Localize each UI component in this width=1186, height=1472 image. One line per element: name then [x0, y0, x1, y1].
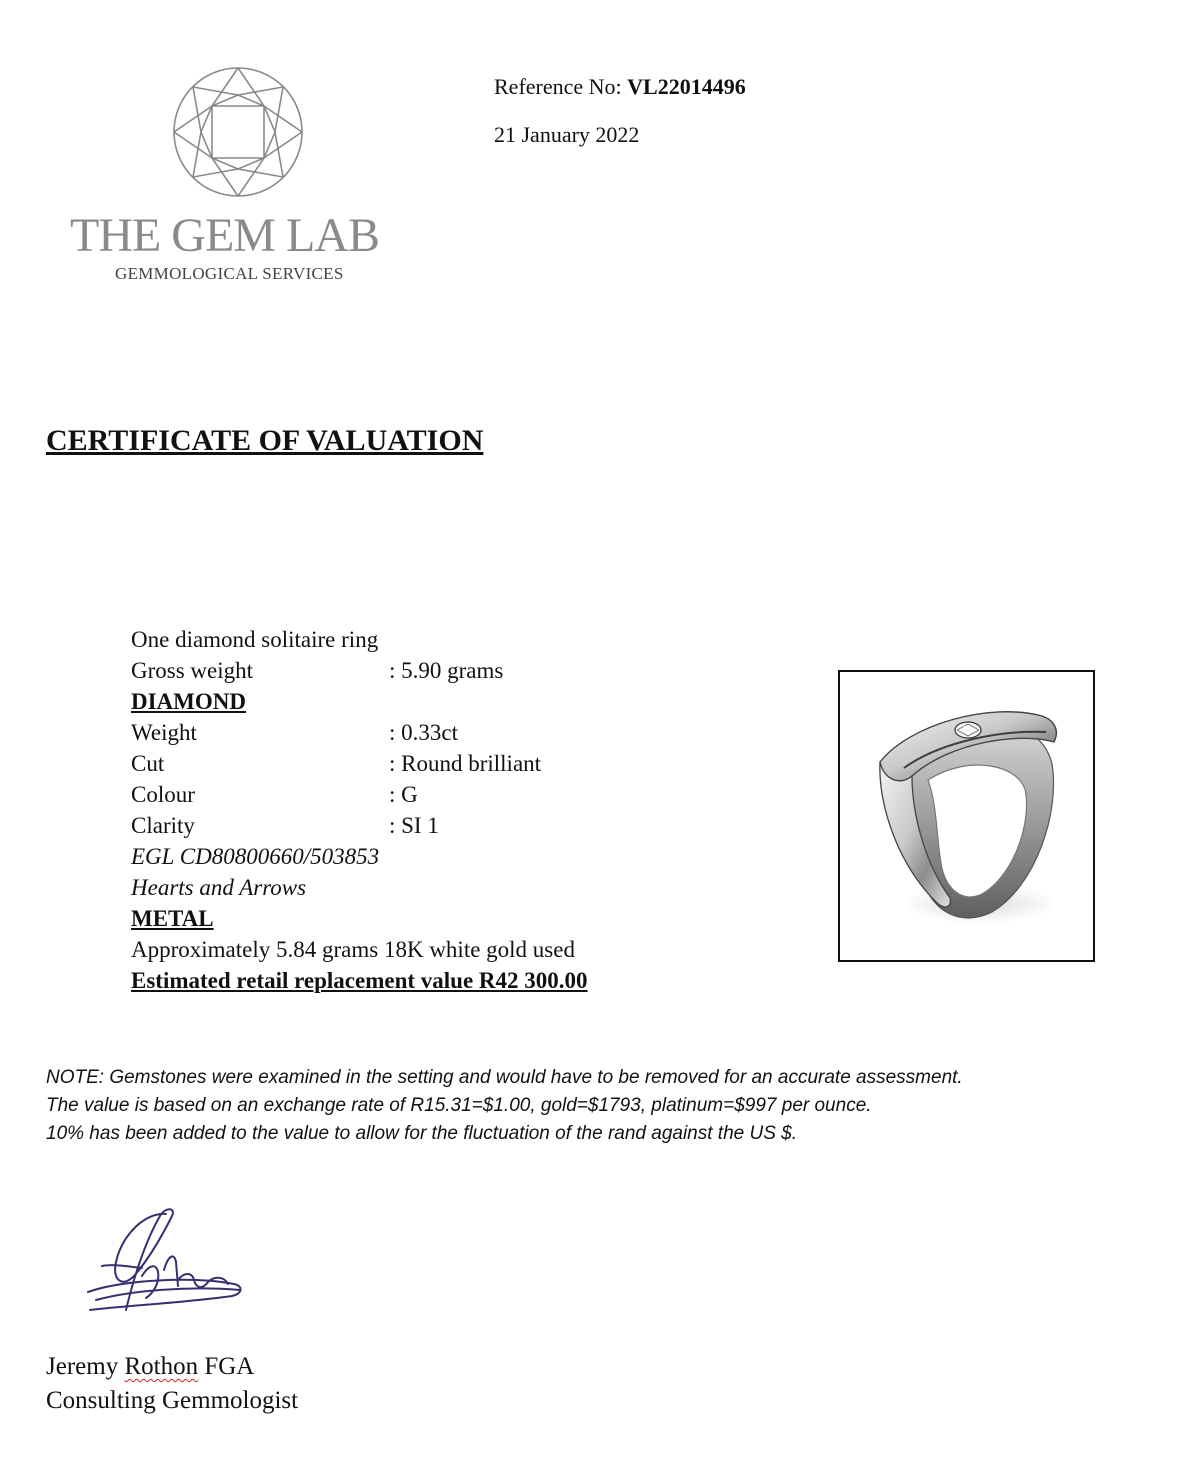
clarity-label: Clarity: [131, 813, 195, 838]
certificate-date: 21 January 2022: [494, 122, 640, 147]
weight-value: : 0.33ct: [389, 720, 458, 745]
ring-photo: [838, 670, 1095, 962]
valuation-amount: Estimated retail replacement value R42 300.00: [131, 968, 588, 993]
document-title: CERTIFICATE OF VALUATION: [46, 424, 484, 457]
colour-label: Colour: [131, 782, 195, 807]
note-line: NOTE: Gemstones were examined in the setting and would have to be removed for an accurate assessment.: [46, 1067, 963, 1088]
weight-label: Weight: [131, 720, 197, 745]
reference-label: Reference No:: [494, 74, 628, 99]
egl-reference: EGL CD80800660/503853: [131, 844, 380, 869]
diamond-heading: DIAMOND: [131, 689, 246, 714]
signatory-role: Consulting Gemmologist: [46, 1387, 299, 1414]
gross-weight-label: Gross weight: [131, 658, 254, 683]
weight-row: [131, 717, 588, 748]
item-description-block: [131, 624, 588, 996]
reference-number: [494, 74, 746, 100]
handwritten-signature: [82, 1206, 246, 1322]
company-name: THE GEM LAB: [70, 209, 379, 262]
ring-image-icon: [840, 672, 1093, 960]
metal-heading: METAL: [131, 906, 214, 931]
signatory-first-name: Jeremy: [46, 1353, 125, 1380]
clarity-value: : SI 1: [389, 813, 439, 838]
signatory-credential: FGA: [198, 1353, 255, 1380]
gross-weight-value: : 5.90 grams: [389, 658, 504, 683]
colour-row: [131, 779, 588, 810]
signatory-name: [46, 1350, 254, 1384]
colour-value: : G: [389, 782, 418, 807]
cut-row: [131, 748, 588, 779]
cut-value: : Round brilliant: [389, 751, 542, 776]
item-description: One diamond solitaire ring: [131, 627, 379, 652]
reference-value: VL22014496: [627, 74, 746, 99]
signatory-last-name: Rothon: [124, 1353, 199, 1380]
metal-description: Approximately 5.84 grams 18K white gold used: [131, 937, 575, 962]
gem-lab-logo-icon: [170, 64, 306, 200]
gross-weight-row: [131, 655, 588, 686]
cut-label: Cut: [131, 751, 165, 776]
company-subtitle: GEMMOLOGICAL SERVICES: [115, 264, 344, 283]
clarity-row: [131, 810, 588, 841]
note-line: The value is based on an exchange rate of R15.31=$1.00, gold=$1793, platinum=$997 per ounce.: [46, 1095, 872, 1116]
valuation-notes: [46, 1064, 963, 1148]
diamond-feature: Hearts and Arrows: [131, 875, 307, 900]
note-line: 10% has been added to the value to allow for the fluctuation of the rand against the US $.: [46, 1123, 798, 1144]
